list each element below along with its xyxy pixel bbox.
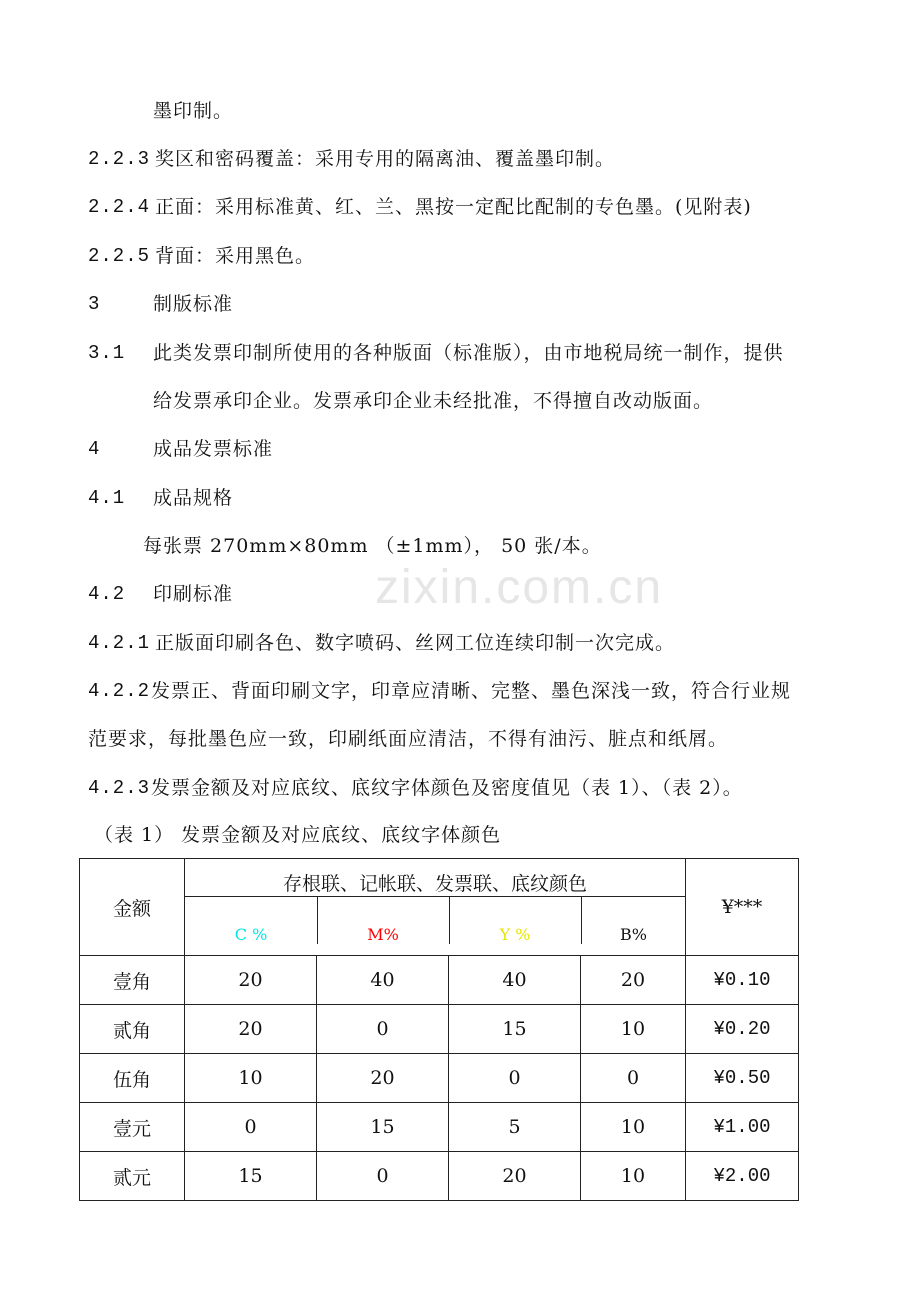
- cell-value: ¥1.00: [686, 1103, 799, 1152]
- cell-value: ¥2.00: [686, 1152, 799, 1201]
- section-number: 4.2.1: [88, 632, 151, 654]
- cell-m: 40: [317, 956, 449, 1005]
- line-text: 正版面印刷各色、数字喷码、丝网工位连续印制一次完成。: [155, 632, 676, 654]
- line-text: 制版标准: [153, 293, 234, 315]
- cell-y: 0: [449, 1054, 581, 1103]
- line-text: 成品发票标准: [153, 438, 274, 460]
- cell-c: 20: [185, 1005, 317, 1054]
- cell-y: 40: [449, 956, 581, 1005]
- table-row: [80, 1054, 799, 1103]
- line-text: 奖区和密码覆盖：采用专用的隔离油、覆盖墨印制。: [155, 148, 616, 170]
- header-value: ¥***: [686, 859, 799, 956]
- cell-amount: 伍角: [80, 1054, 185, 1103]
- section-number: 3: [88, 293, 101, 315]
- line-text: 背面：采用黑色。: [155, 245, 316, 267]
- cell-b: 10: [581, 1103, 686, 1152]
- line-text: 正面：采用标准黄、红、兰、黑按一定配比配制的专色墨。(见附表): [155, 196, 752, 218]
- line-text: 范要求，每批墨色应一致，印刷纸面应清洁，不得有油污、脏点和纸屑。: [88, 728, 729, 750]
- line-text: 成品规格: [153, 487, 234, 509]
- section-number: 3.1: [88, 342, 126, 364]
- table-row: [80, 1005, 799, 1054]
- sub-header-y: [449, 896, 581, 944]
- cell-value: ¥0.20: [686, 1005, 799, 1054]
- section-number: 4.2: [88, 583, 126, 605]
- line-text: 发票金额及对应底纹、底纹字体颜色及密度值见（表 1）、（表 2）。: [151, 777, 743, 799]
- cell-y: 15: [449, 1005, 581, 1054]
- cell-m: 15: [317, 1103, 449, 1152]
- section-number: 4.1: [88, 487, 126, 509]
- cell-b: 10: [581, 1005, 686, 1054]
- line-text: 此类发票印制所使用的各种版面（标准版），由市地税局统一制作，提供: [153, 342, 784, 364]
- section-number: 4: [88, 438, 101, 460]
- caption-text: （表 1） 发票金额及对应底纹、底纹字体颜色: [94, 824, 502, 846]
- section-number: 4.2.3: [88, 777, 151, 799]
- invoice-color-table: [79, 858, 799, 1201]
- sub-header-c: [185, 896, 317, 944]
- cell-c: 15: [185, 1152, 317, 1201]
- cell-c: 0: [185, 1103, 317, 1152]
- line-text: 发票正、背面印刷文字，印章应清晰、完整、墨色深浅一致，符合行业规: [151, 680, 792, 702]
- cell-amount: 壹角: [80, 956, 185, 1005]
- cell-m: 20: [317, 1054, 449, 1103]
- sub-header-b-label: B%: [620, 925, 647, 944]
- table-row: [80, 956, 799, 1005]
- sub-header-m: [317, 896, 449, 944]
- sub-header-y-label: Y %: [499, 925, 531, 944]
- line-text: 每张票 270mm×80mm （±1mm）， 50 张/本。: [143, 535, 602, 557]
- cell-y: 5: [449, 1103, 581, 1152]
- table-row: [80, 1152, 799, 1201]
- cell-b: 10: [581, 1152, 686, 1201]
- section-number: 2.2.4: [88, 196, 151, 218]
- section-number: 2.2.5: [88, 245, 151, 267]
- table-header-row: [80, 859, 799, 956]
- header-color-group: [185, 859, 686, 956]
- cell-c: 10: [185, 1054, 317, 1103]
- cell-value: ¥0.50: [686, 1054, 799, 1103]
- section-number: 4.2.2: [88, 680, 151, 702]
- cell-m: 0: [317, 1005, 449, 1054]
- line-text: 墨印制。: [153, 100, 234, 122]
- cell-amount: 贰元: [80, 1152, 185, 1201]
- cell-b: 0: [581, 1054, 686, 1103]
- line-text: 印刷标准: [153, 583, 234, 605]
- header-group-label: 存根联、记帐联、发票联、底纹颜色: [185, 859, 685, 897]
- section-number: 2.2.3: [88, 148, 151, 170]
- line-text: 给发票承印企业。发票承印企业未经批准，不得擅自改动版面。: [153, 390, 714, 412]
- sub-header-c-label: C %: [234, 925, 268, 944]
- cell-m: 0: [317, 1152, 449, 1201]
- cell-amount: 壹元: [80, 1103, 185, 1152]
- table-row: [80, 1103, 799, 1152]
- cell-amount: 贰角: [80, 1005, 185, 1054]
- cell-value: ¥0.10: [686, 956, 799, 1005]
- cell-c: 20: [185, 956, 317, 1005]
- header-amount: 金额: [80, 859, 185, 956]
- sub-header-m-label: M%: [367, 925, 399, 944]
- sub-header-b: [581, 896, 686, 944]
- cell-b: 20: [581, 956, 686, 1005]
- cell-y: 20: [449, 1152, 581, 1201]
- watermark: zixin.com.cn: [375, 561, 664, 614]
- table-body: [80, 956, 799, 1201]
